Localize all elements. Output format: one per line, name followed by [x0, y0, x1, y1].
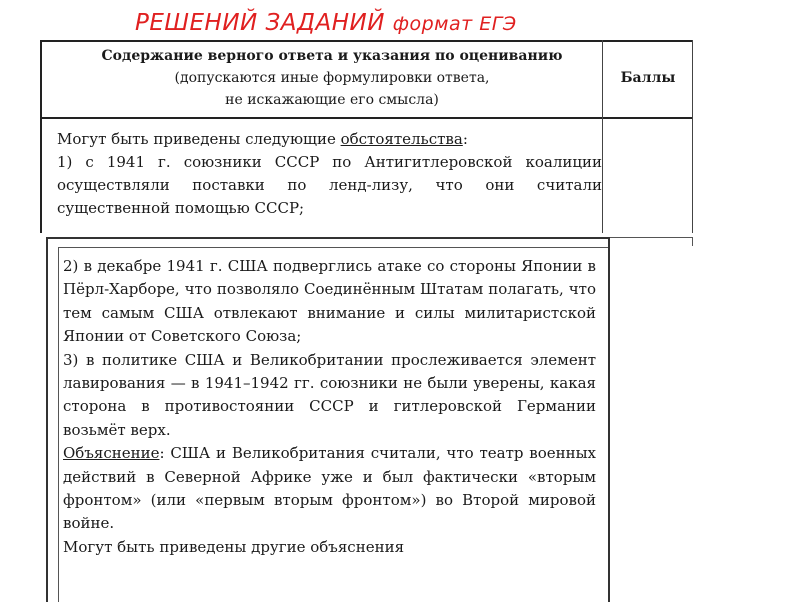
inner-top-border [58, 247, 608, 248]
answer-closing: Могут быть приведены другие объяснения [63, 537, 405, 556]
answer-intro-prefix: Могут быть приведены следующие [57, 130, 341, 148]
content-column-note-1: (допускаются иные формулировки ответа, [174, 70, 490, 86]
page-title-main: РЕШЕНИЙ ЗАДАНИЙ [135, 10, 385, 36]
answer-part-2 [63, 255, 596, 559]
points-cell-stub [607, 237, 693, 246]
content-column-title: Содержание верного ответа и указания по оцениванию [101, 48, 563, 64]
inner-left-border [58, 247, 59, 602]
answer-intro [57, 128, 602, 151]
content-column-note-2: не искажающие его смысла) [225, 92, 439, 108]
content-column-header [82, 45, 582, 111]
answer-intro-underlined: обстоятельства [340, 130, 463, 148]
answer-item-1: 1) с 1941 г. союзники СССР по Антигитлеровской коалиции осуществляли поставки по ленд-лизу, что они считали существенной помощью СССР; [57, 153, 602, 217]
points-column-header: Баллы [620, 70, 676, 86]
table-top-border [42, 40, 692, 42]
explanation-text: : США и Великобритания считали, что театр военных действий в Северной Африке уже и был фактически «вторым фронтом» (или «первым вторым фронтом») во Второй мировой войне. [63, 444, 596, 533]
answer-table-top [40, 40, 693, 233]
answer-table-bottom [46, 237, 610, 602]
answer-explanation [63, 442, 596, 536]
answer-item-3: 3) в политике США и Великобритании прослеживается элемент лавирования — в 1941–1942 гг. союзники не были уверены, какая сторона в противостоянии СССР и гитлеровской Германии возьмёт верх. [63, 350, 596, 439]
explanation-label: Объяснение [63, 444, 160, 463]
page-title [135, 10, 517, 36]
answer-part-1 [57, 128, 602, 220]
answer-item-2: 2) в декабре 1941 г. США подверглись атаке со стороны Японии в Пёрл-Харборе, что позволяло Соединённым Штатам полагать, что тем самым США отвлекают внимание и силы милитаристской Японии от Советского Союза; [63, 257, 596, 346]
header-bottom-border [42, 117, 692, 119]
answer-intro-suffix: : [462, 130, 468, 148]
column-divider [602, 40, 603, 233]
page-title-suffix: формат ЕГЭ [392, 13, 517, 35]
